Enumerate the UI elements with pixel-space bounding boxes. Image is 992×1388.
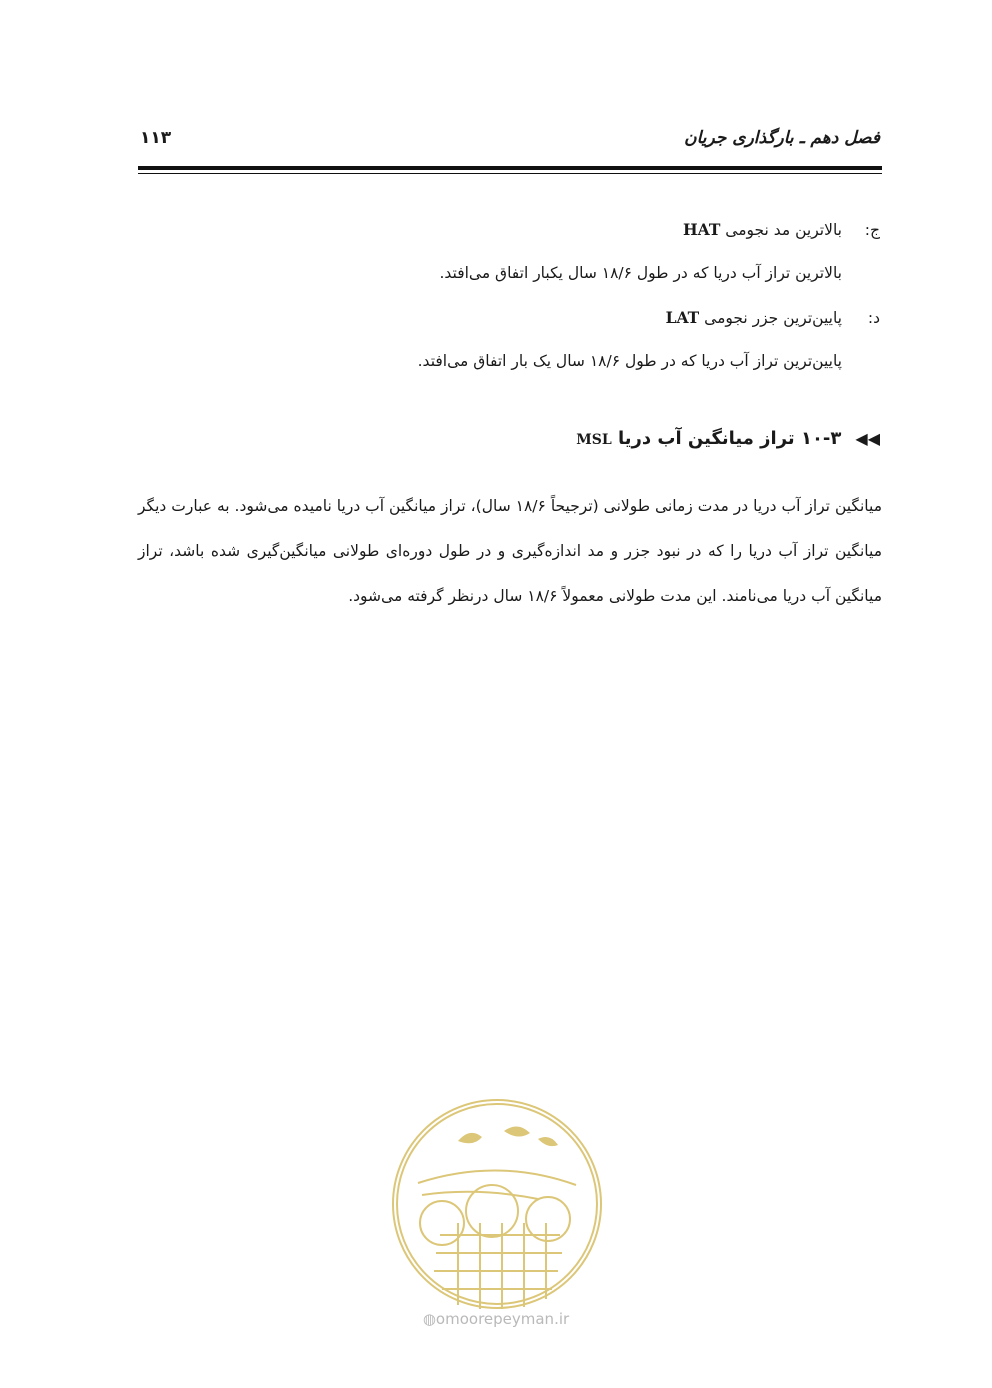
chapter-title: فصل دهم ـ بارگذاری جریان xyxy=(684,128,880,148)
body-paragraph: میانگین تراز آب دریا در مدت زمانی طولانی (ترجیحاً ۱۸/۶ سال)، تراز میانگین آب دریا نامیده می‌شود. به عبارت دیگر میانگین تراز آب دریا را که در نبود جزر و مد اندازه‌گیری و در طول دوره‌ای طولانی میانگین‌گیری شده باشد، تراز میانگین آب دریا می‌نامند. این مدت طولانی معمولاً ۱۸/۶ سال درنظر گرفته می‌شود. xyxy=(138,497,883,605)
definition-term: بالاترین مد نجومی xyxy=(725,221,842,239)
definition-lat xyxy=(666,308,880,327)
page-number: ۱۱۳ xyxy=(140,128,172,148)
section-abbr: MSL xyxy=(576,432,612,448)
definition-term: پایین‌ترین جزر نجومی xyxy=(704,309,842,327)
header-rule-thin xyxy=(138,173,882,174)
section-title: تراز میانگین آب دریا xyxy=(617,428,795,449)
definition-marker: ج: xyxy=(864,221,880,239)
section-heading xyxy=(576,428,880,449)
globe-icon: ◍ xyxy=(422,1310,436,1328)
watermark-site-text: omoorepeyman.ir xyxy=(435,1310,570,1328)
double-arrow-icon: ◀◀ xyxy=(855,429,880,448)
watermark-site xyxy=(0,1310,992,1328)
definition-hat xyxy=(683,220,880,239)
definition-marker: د: xyxy=(867,309,880,327)
header-rule-thick xyxy=(138,166,882,170)
definition-abbr: LAT xyxy=(665,308,700,327)
definition-lat-description: پایین‌ترین تراز آب دریا که در طول ۱۸/۶ سال یک بار اتفاق می‌افتد. xyxy=(417,352,842,370)
definition-hat-description: بالاترین تراز آب دریا که در طول ۱۸/۶ سال یکبار اتفاق می‌افتد. xyxy=(439,264,842,282)
section-number: ۱۰-۳ xyxy=(800,428,842,449)
publisher-seal-logo xyxy=(388,1095,606,1313)
definition-abbr: HAT xyxy=(683,220,721,239)
